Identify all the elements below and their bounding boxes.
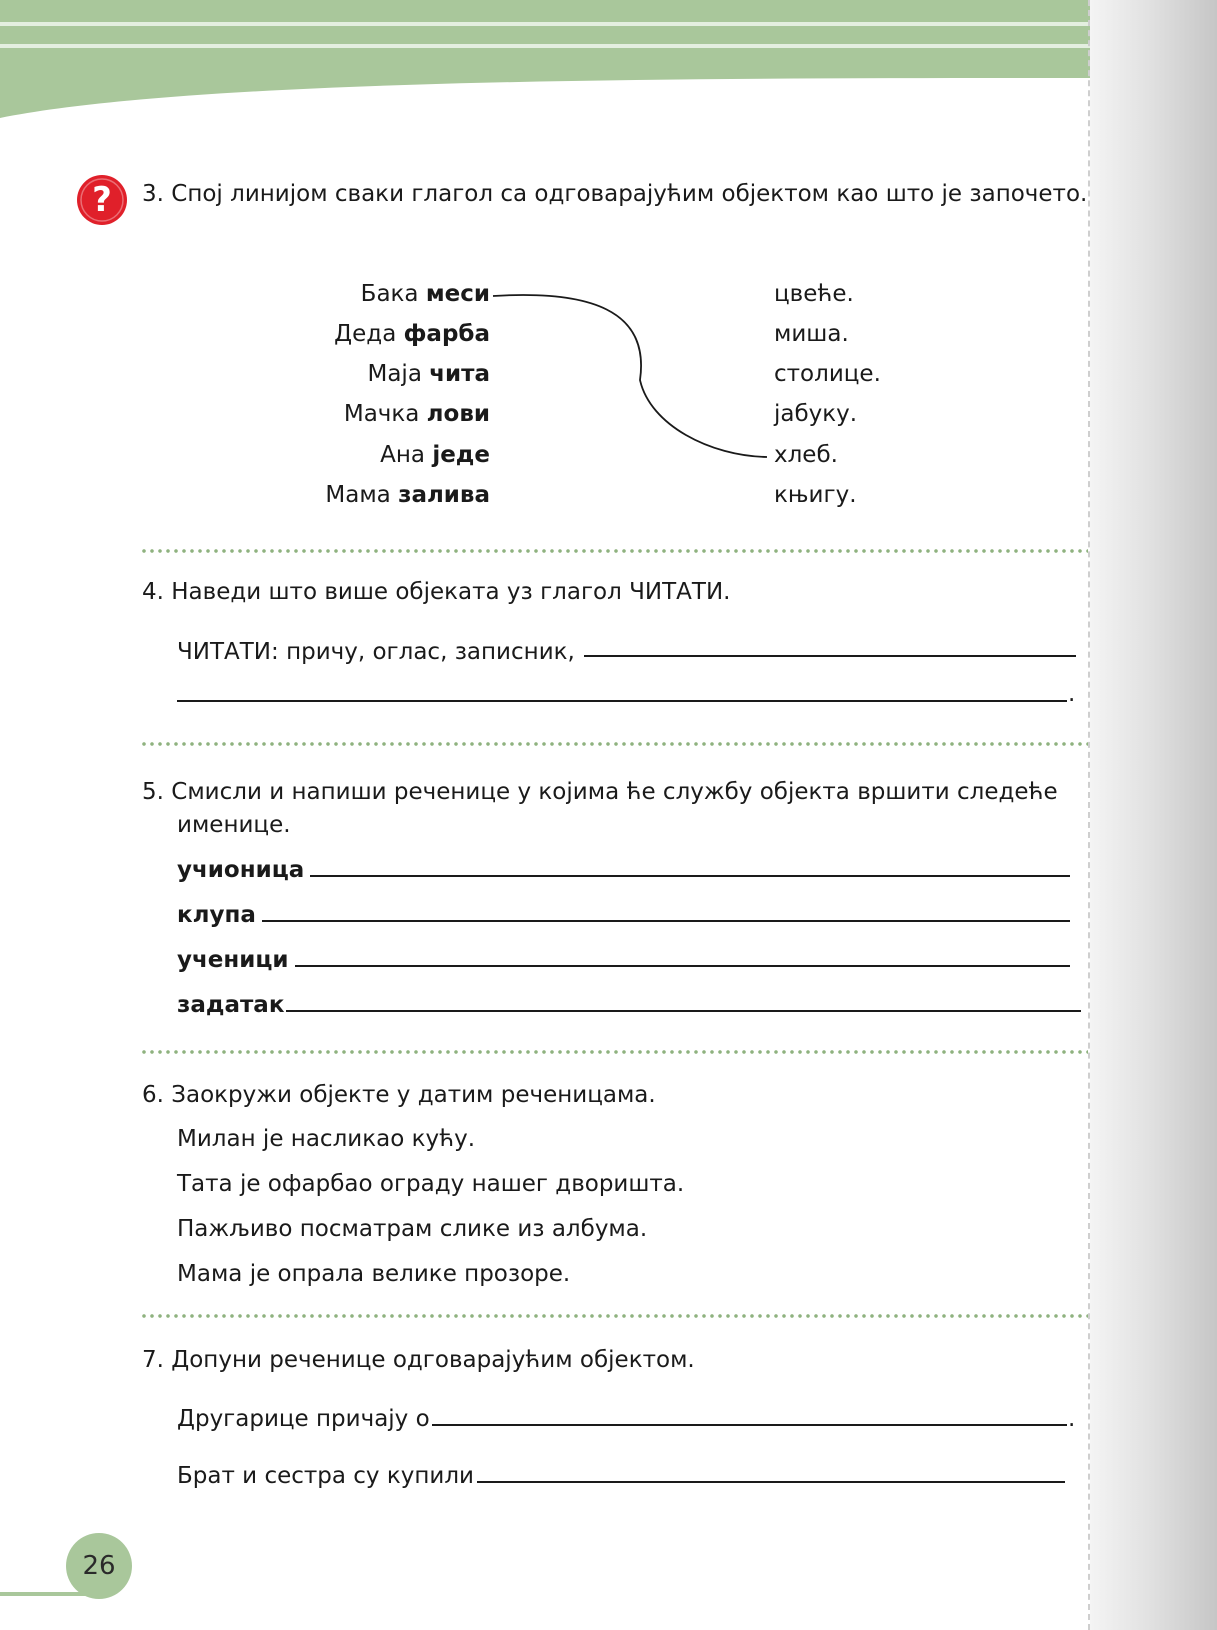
subject: Деда xyxy=(334,321,397,347)
answer-line[interactable] xyxy=(310,875,1070,877)
exercise-3-title: 3. Спој линијом сваки глагол са одговарајућим објектом као што је започето. xyxy=(142,181,1088,207)
line-end-period: . xyxy=(1068,1406,1076,1432)
exercise-5-title-cont: именице. xyxy=(177,812,291,838)
answer-line[interactable] xyxy=(177,700,1067,702)
answer-line[interactable] xyxy=(262,920,1070,922)
exercise-4-prompt: ЧИТАТИ: причу, оглас, записник, xyxy=(177,639,575,665)
example-connector-line xyxy=(480,280,780,470)
subject: Ана xyxy=(380,442,426,468)
svg-text:?: ? xyxy=(92,180,112,220)
verb: меси xyxy=(425,281,490,307)
noun-label: задатак xyxy=(177,992,285,1018)
sentence-start: Другарице причају о xyxy=(177,1406,430,1432)
verb: једе xyxy=(432,442,490,468)
subject: Маја xyxy=(367,361,422,387)
right-item-6: књигу. xyxy=(774,482,857,508)
section-divider xyxy=(140,549,1088,553)
right-margin-shade xyxy=(1090,0,1217,1630)
subject: Бака xyxy=(360,281,419,307)
section-divider xyxy=(140,1050,1088,1054)
left-item-5 xyxy=(380,441,490,469)
verb: лови xyxy=(426,401,490,427)
subject: Мачка xyxy=(343,401,420,427)
noun-label: ученици xyxy=(177,947,289,973)
left-item-1 xyxy=(361,280,490,308)
left-item-2 xyxy=(334,320,490,348)
exercise-6-title: 6. Заокружи објекте у датим реченицама. xyxy=(142,1082,656,1108)
noun-label: клупа xyxy=(177,902,256,928)
subject: Мама xyxy=(325,482,391,508)
answer-line[interactable] xyxy=(295,965,1070,967)
verb: залива xyxy=(398,482,490,508)
answer-line[interactable] xyxy=(286,1010,1081,1012)
sentence: Мама је опрала велике прозоре. xyxy=(177,1261,571,1287)
margin-fold-line xyxy=(1088,0,1090,1630)
exercise-4-title: 4. Наведи што више објеката уз глагол ЧИТАТИ. xyxy=(142,579,731,605)
sentence: Тата је офарбао ограду нашег дворишта. xyxy=(177,1171,685,1197)
verb: чита xyxy=(429,361,490,387)
left-item-6 xyxy=(325,481,490,509)
left-item-4 xyxy=(344,400,490,428)
right-item-3: столице. xyxy=(774,361,881,387)
sentence-start: Брат и сестра су купили xyxy=(177,1463,474,1489)
noun-label: учионица xyxy=(177,857,305,883)
section-divider xyxy=(140,742,1088,746)
section-divider xyxy=(140,1314,1088,1318)
right-item-2: миша. xyxy=(774,321,849,347)
question-icon xyxy=(75,174,129,226)
exercise-7-title: 7. Допуни реченице одговарајућим објектом. xyxy=(142,1347,695,1373)
right-item-5: хлеб. xyxy=(774,442,838,468)
sentence: Милан је насликао кућу. xyxy=(177,1126,476,1152)
answer-line[interactable] xyxy=(432,1424,1067,1426)
exercise-5-title: 5. Смисли и напиши реченице у којима ће службу објекта вршити следеће xyxy=(142,779,1058,805)
answer-line[interactable] xyxy=(477,1481,1065,1483)
line-end-period: . xyxy=(1068,681,1076,707)
page-number-badge xyxy=(66,1533,132,1599)
right-item-4: јабуку. xyxy=(774,401,858,427)
header-band xyxy=(0,0,1217,130)
page-number: 26 xyxy=(82,1551,116,1581)
right-item-1: цвеће. xyxy=(774,281,854,307)
left-item-3 xyxy=(367,360,490,388)
sentence: Пажљиво посматрам слике из албума. xyxy=(177,1216,648,1242)
verb: фарба xyxy=(403,321,490,347)
answer-line[interactable] xyxy=(584,655,1076,657)
